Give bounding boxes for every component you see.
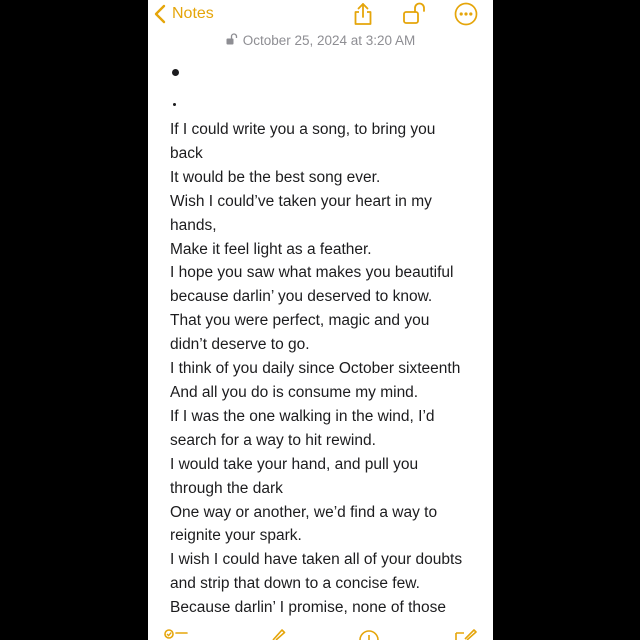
bottom-toolbar	[148, 626, 493, 640]
notes-app	[148, 0, 493, 640]
note-line: through the dark	[170, 479, 283, 497]
note-timestamp: October 25, 2024 at 3:20 AM	[242, 33, 416, 48]
note-line: Because darlin’ I promise, none of those	[170, 599, 447, 617]
note-metadata	[148, 33, 493, 48]
note-line: One way or another, we’d find a way to	[170, 503, 438, 521]
compose-circle-icon[interactable]	[357, 626, 381, 640]
share-icon[interactable]	[350, 1, 376, 27]
note-line: hands,	[170, 216, 217, 234]
note-line: search for a way to hit rewind.	[170, 431, 376, 449]
markup-pen-icon[interactable]	[264, 626, 288, 640]
note-line: and strip that down to a concise few.	[170, 575, 420, 593]
note-line: Make it feel light as a feather.	[170, 240, 372, 258]
note-line: I would take your hand, and pull you	[170, 455, 419, 473]
chevron-left-icon	[154, 4, 166, 24]
more-icon[interactable]	[453, 1, 479, 27]
note-line: I think of you daily since October sixteenth	[170, 360, 461, 378]
note-line: reignite your spark.	[170, 527, 302, 545]
note-line: I wish I could have taken all of your doubts	[170, 551, 463, 569]
note-line: Wish I could’ve taken your heart in my	[170, 192, 432, 210]
note-line: because darlin’ you deserved to know.	[170, 288, 433, 306]
note-line: If I could write you a song, to bring you	[170, 121, 436, 138]
checklist-icon[interactable]	[164, 626, 190, 640]
back-button[interactable]	[154, 2, 214, 26]
new-note-icon[interactable]	[452, 626, 478, 640]
note-line: It would be the best song ever.	[170, 168, 381, 186]
note-line: I hope you saw what makes you beautiful	[170, 264, 454, 282]
navigation-bar	[148, 0, 493, 28]
note-line: If I was the one walking in the wind, I’d	[170, 407, 435, 425]
note-line: And all you do is consume my mind.	[170, 383, 419, 401]
bullet-point	[172, 69, 179, 76]
back-label: Notes	[172, 5, 214, 22]
unlock-small-icon	[226, 33, 238, 48]
note-line: back	[170, 144, 203, 162]
bullet-point-small	[173, 103, 176, 106]
note-body[interactable]	[170, 118, 485, 620]
note-line: didn’t deserve to go.	[170, 336, 310, 354]
note-line: That you were perfect, magic and you	[170, 312, 430, 330]
unlock-icon[interactable]	[401, 1, 427, 27]
